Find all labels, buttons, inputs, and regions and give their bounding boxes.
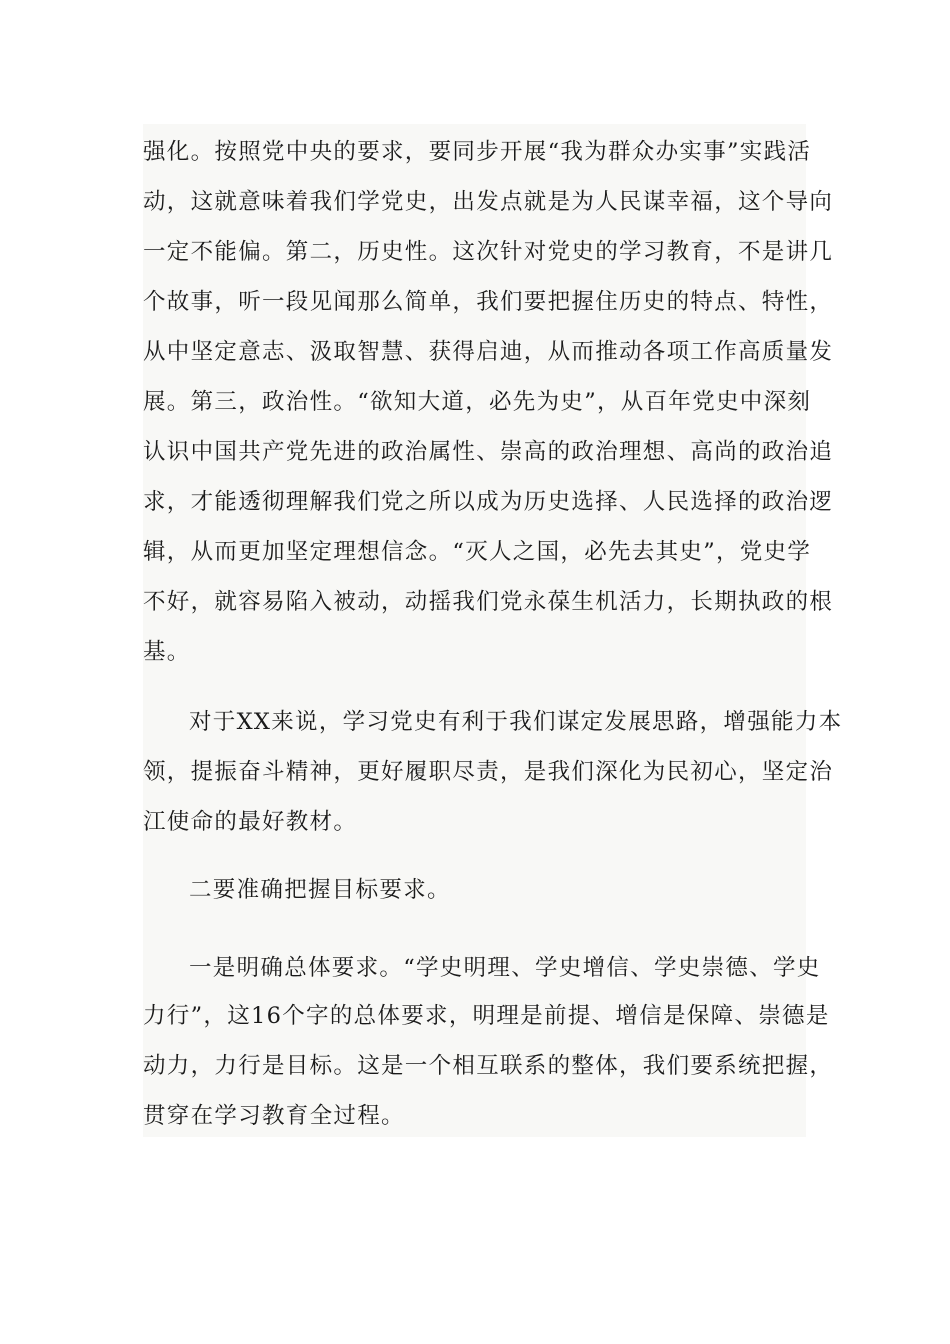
paragraph-line: 力行”，这16个字的总体要求，明理是前提、增信是保障、崇德是 [143,1003,830,1029]
paragraph-line: 对于XX来说，学习党史有利于我们谋定发展思路，增强能力本 [189,709,843,735]
section-heading: 二要准确把握目标要求。 [189,877,451,903]
paragraph-line: 个故事，听一段见闻那么简单，我们要把握住历史的特点、特性， [143,289,834,315]
paragraph-line: 贯穿在学习教育全过程。 [143,1103,405,1129]
paragraph-line: 基。 [143,639,191,665]
paragraph-line: 不好，就容易陷入被动，动摇我们党永葆生机活力，长期执政的根 [143,589,834,615]
paragraph-line: 江使命的最好教材。 [143,809,358,835]
paragraph-line: 求，才能透彻理解我们党之所以成为历史选择、人民选择的政治逻 [143,489,834,515]
paragraph-line: 动，这就意味着我们学党史，出发点就是为人民谋幸福，这个导向 [143,189,834,215]
paragraph-line: 认识中国共产党先进的政治属性、崇高的政治理想、高尚的政治追 [143,439,834,465]
paragraph-line: 动力，力行是目标。这是一个相互联系的整体，我们要系统把握， [143,1053,834,1079]
paragraph-line: 强化。按照党中央的要求，要同步开展“我为群众办实事”实践活 [143,139,812,165]
paragraph-line: 领，提振奋斗精神，更好履职尽责，是我们深化为民初心，坚定治 [143,759,834,785]
document-page [143,124,843,1137]
paragraph-line: 辑，从而更加坚定理想信念。“灭人之国，必先去其史”，党史学 [143,539,812,565]
paragraph-line: 从中坚定意志、汲取智慧、获得启迪，从而推动各项工作高质量发 [143,339,834,365]
paragraph-line: 展。第三，政治性。“欲知大道，必先为史”，从百年党史中深刻 [143,389,812,415]
paragraph-line: 一是明确总体要求。“学史明理、学史增信、学史崇德、学史 [189,955,821,981]
paragraph-line: 一定不能偏。第二，历史性。这次针对党史的学习教育，不是讲几 [143,239,834,265]
